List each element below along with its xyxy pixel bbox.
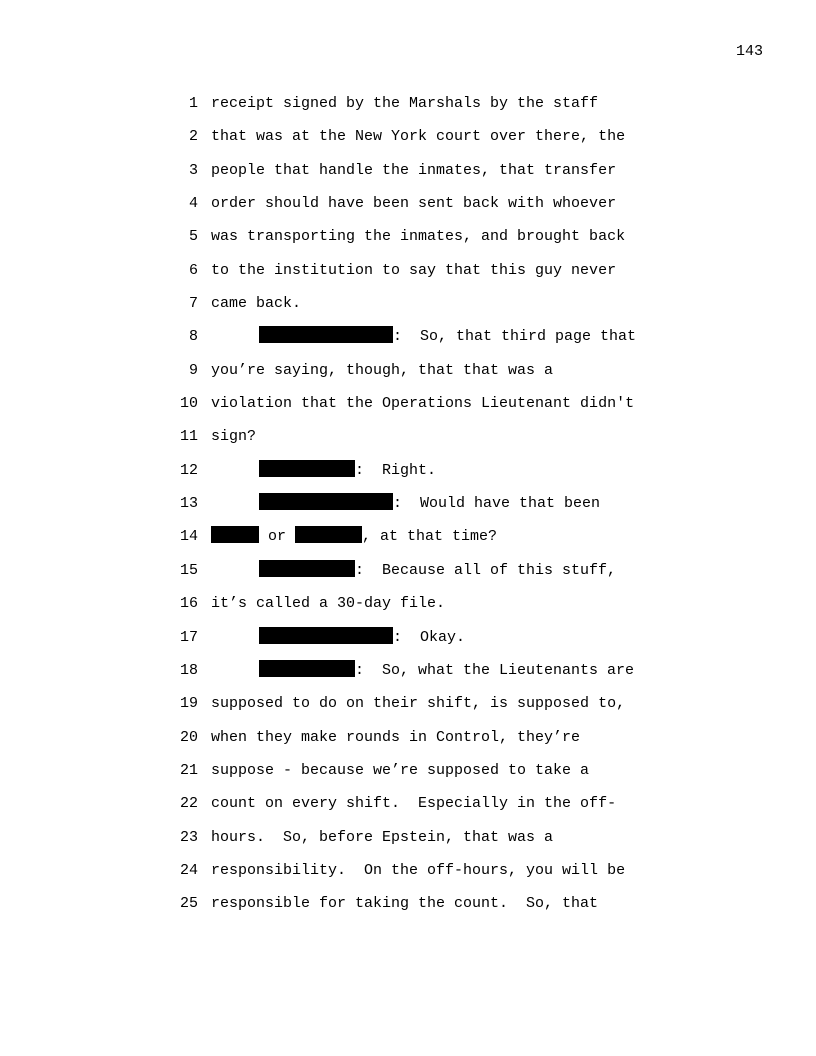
line-number: 8 [188, 328, 198, 346]
transcript-line [170, 126, 690, 159]
line-text: count on every shift. Especially in the off- [211, 795, 617, 813]
line-number: 1 [188, 95, 198, 112]
line-text: suppose - because we’re supposed to take a [211, 761, 590, 779]
transcript-line [170, 226, 690, 259]
line-number: 2 [188, 128, 198, 146]
line-text: supposed to do on their shift, is supposed to, [211, 695, 626, 713]
transcript-line [170, 160, 690, 193]
line-text: violation that the Operations Lieutenant didn't [211, 395, 635, 413]
transcript-line [170, 293, 690, 326]
redaction-box [259, 326, 393, 343]
line-number: 21 [179, 761, 198, 779]
speech-text: : Okay. [393, 628, 466, 646]
transcript-line [170, 627, 690, 660]
speech-text: : Right. [355, 461, 437, 479]
redaction-box [259, 627, 393, 644]
line-number: 23 [179, 828, 198, 846]
line-number: 16 [179, 595, 198, 613]
line-number: 9 [188, 361, 198, 379]
line-number: 18 [179, 661, 198, 679]
transcript-line [170, 827, 690, 860]
transcript-line [170, 793, 690, 826]
transcript-line [170, 426, 690, 459]
redaction-box [295, 526, 362, 543]
line-number: 12 [179, 461, 198, 479]
line-text-with-speaker [211, 560, 616, 581]
transcript-line [170, 727, 690, 760]
transcript-line [170, 860, 690, 893]
line-text-with-speaker [211, 493, 600, 514]
transcript-line [170, 593, 690, 626]
line-text: that was at the New York court over there, the [211, 128, 626, 146]
line-number: 11 [179, 428, 198, 446]
transcript-line [170, 660, 690, 693]
redaction-box [259, 660, 355, 677]
line-text: to the institution to say that this guy never [211, 261, 617, 279]
line-number: 25 [179, 895, 198, 913]
line-number: 20 [179, 728, 198, 746]
transcript-line [170, 893, 690, 926]
line-text: order should have been sent back with whoever [211, 195, 617, 213]
line-text: responsibility. On the off-hours, you will be [211, 861, 626, 879]
transcript-body [170, 93, 690, 927]
line-text-with-speaker [211, 326, 636, 347]
connector-text: or [259, 528, 296, 546]
line-text: came back. [211, 295, 302, 313]
line-text: hours. So, before Epstein, that was a [211, 828, 554, 846]
line-number: 22 [179, 795, 198, 813]
line-number: 15 [179, 561, 198, 579]
line-number: 4 [188, 195, 198, 213]
redaction-box [259, 493, 393, 510]
line-text-with-redactions [211, 526, 497, 547]
line-text: responsible for taking the count. So, that [211, 895, 599, 913]
transcript-line [170, 326, 690, 359]
speech-text: : So, that third page that [393, 328, 637, 346]
transcript-line [170, 360, 690, 393]
speech-text: : Because all of this stuff, [355, 561, 617, 579]
transcript-line [170, 693, 690, 726]
transcript-line [170, 460, 690, 493]
line-text: when they make rounds in Control, they’re [211, 728, 581, 746]
speech-text: : Would have that been [393, 495, 601, 513]
transcript-line [170, 260, 690, 293]
line-number: 3 [188, 161, 198, 179]
line-number: 19 [179, 695, 198, 713]
transcript-line [170, 493, 690, 526]
redaction-box [259, 460, 355, 477]
line-number: 5 [188, 228, 198, 246]
transcript-line [170, 760, 690, 793]
transcript-line [170, 393, 690, 426]
line-number: 24 [179, 861, 198, 879]
line-number: 14 [179, 528, 198, 546]
transcript-line [170, 93, 690, 126]
transcript-line [170, 193, 690, 226]
speech-text: : So, what the Lieutenants are [355, 661, 635, 679]
line-text-with-speaker [211, 660, 634, 681]
line-number: 13 [179, 495, 198, 513]
line-number: 7 [188, 295, 198, 313]
redaction-box [211, 526, 259, 543]
line-text: sign? [211, 428, 257, 446]
speech-text: , at that time? [362, 528, 498, 546]
page-number: 143 [735, 43, 763, 60]
transcript-line [170, 526, 690, 559]
line-text-with-speaker [211, 627, 465, 648]
line-text-with-speaker [211, 460, 436, 481]
line-text: people that handle the inmates, that transfer [211, 161, 617, 179]
redaction-box [259, 560, 355, 577]
line-number: 6 [188, 261, 198, 279]
line-text: was transporting the inmates, and brought back [211, 228, 626, 246]
line-number: 17 [179, 628, 198, 646]
line-text: you’re saying, though, that that was a [211, 361, 554, 379]
line-text: it’s called a 30-day file. [211, 595, 446, 613]
line-text: receipt signed by the Marshals by the staff [211, 95, 599, 112]
transcript-line [170, 560, 690, 593]
line-number: 10 [179, 395, 198, 413]
